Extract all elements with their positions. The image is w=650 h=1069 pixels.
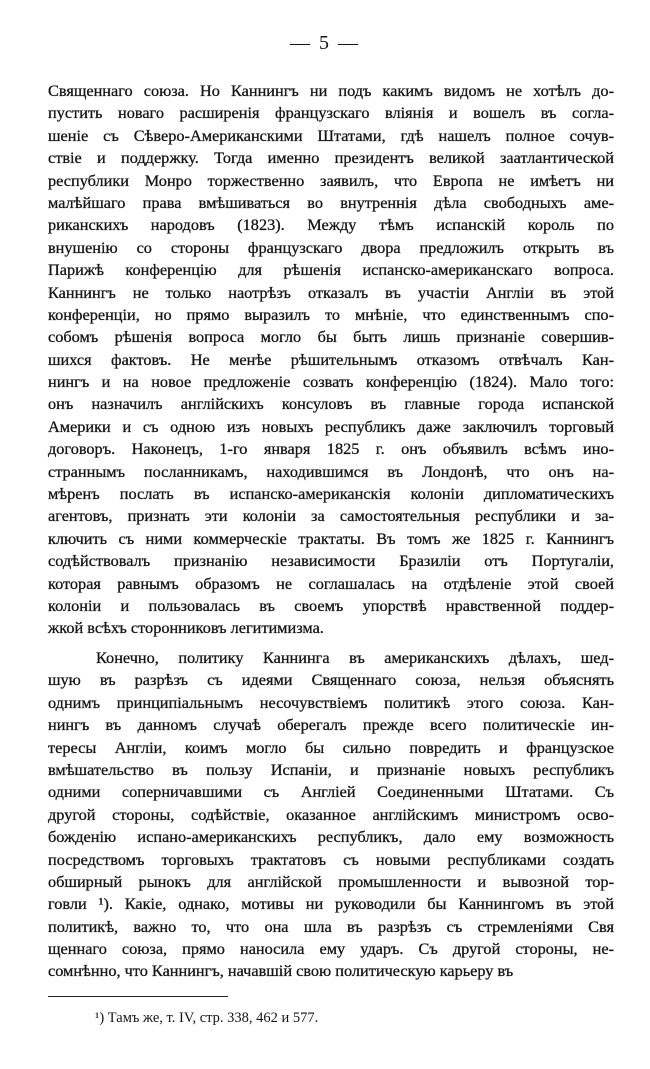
text-line: риканскихъ народовъ (1823). Между тѣмъ испанскій король по [48,215,614,235]
text-line: сомнѣнно, что Каннингъ, начавшій свою политическую карьеру въ [48,961,514,981]
text-line: Америки и съ одною изъ новыхъ республикъ даже заключилъ торговый [48,416,614,436]
text-line: агентовъ, признать эти колоніи за самостоятельныя республики и за- [48,506,614,526]
text-line: нингъ въ данномъ случаѣ оберегалъ прежде всего политическіе ин- [48,715,614,735]
page-number: — 5 — [290,32,360,54]
text-line: Конечно, политику Каннинга въ американскихъ дѣлахъ, шед- [96,648,614,667]
text-line: ствіе и поддержку. Тогда именно президентъ великой заатлантической [48,148,614,168]
text-line: страннымъ посланникамъ, находившимся въ Лондонѣ, что онъ на- [48,461,614,481]
text-line: конференціи, но прямо выразилъ то мнѣніе, что единственнымъ спо- [48,304,614,324]
text-line: обширный рынокъ для англійской промышленности и вывозной тор- [48,871,614,891]
text-line: Каннингъ не только наотрѣзъ отказалъ въ участіи Англіи въ этой [48,282,614,302]
text-line: Священнаго союза. Но Каннингъ ни подъ какимъ видомъ не хотѣлъ до- [48,81,614,100]
text-line: шихся фактовъ. Не менѣе рѣшительнымъ отказомъ отвѣчалъ Кан- [48,349,614,369]
text-line: однимъ принципіальнымъ несочувствіемъ политикѣ этого союза. Кан- [48,692,614,712]
text-line: тересы Англіи, коимъ могло бы сильно повредить и французское [48,737,614,757]
paragraph-1 [48,80,614,640]
text-line: щеннаго союза, прямо наносила ему ударъ. Съ другой стороны, не- [48,939,614,959]
text-line: республики Монро торжественно заявилъ, что Европа не имѣетъ ни [48,170,614,190]
text-line: жкой всѣхъ сторонниковъ легитимизма. [48,618,324,638]
footnote-divider [48,996,228,997]
text-line: договоръ. Наконецъ, 1-го января 1825 г. онъ объявилъ всѣмъ ино- [48,439,614,459]
text-line: одними соперничавшими съ Англіей Соединенными Штатами. Съ [48,782,614,802]
text-line: онъ назначилъ англійскихъ консуловъ въ главные города испанской [48,394,614,414]
text-line: колоніи и пользовалась въ своемъ упорствѣ нравственной поддер- [48,595,614,615]
paragraph-2 [48,647,614,983]
text-line: божденію испано-американскихъ республикъ, дало ему возможность [48,827,614,847]
footnote: ¹) Тамъ же, т. IV, стр. 338, 462 и 577. [95,1010,319,1026]
text-line: ключить съ ними коммерческіе трактаты. Въ томъ же 1825 г. Каннингъ [48,528,614,548]
text-line: которая равнымъ образомъ не соглашалась на отдѣленіе этой своей [48,573,614,593]
text-line: внушенію со стороны французскаго двора предложилъ открыть въ [48,237,614,257]
text-line: собомъ рѣшенія вопроса могло бы быть лишь признаніе совершив- [48,327,614,347]
text-line: пустить новаго расширенія французскаго вліянія и вошелъ въ согла- [48,103,614,123]
text-line: Парижѣ конференцію для рѣшенія испанско-американскаго вопроса. [48,260,614,280]
text-line: шеніе съ Сѣверо-Американскими Штатами, гдѣ нашелъ полное сочув- [48,125,614,145]
text-line: вмѣшательство въ пользу Испаніи, и признаніе новыхъ республикъ [48,759,614,779]
text-line: мѣренъ послать въ испанско-американскія колоніи дипломатическихъ [48,484,614,504]
text-line: говли ¹). Какіе, однако, мотивы ни руководили бы Каннингомъ въ этой [48,894,614,914]
text-line: посредствомъ торговыхъ трактатовъ съ новыми республиками создать [48,849,614,869]
text-line: шую въ разрѣзъ съ идеями Священнаго союза, нельзя объяснять [48,670,614,690]
text-line: политикѣ, важно то, что она шла въ разрѣзъ съ стремленіями Свя [48,916,614,936]
text-line: другой стороны, содѣйствіе, оказанное англійскимъ министромъ осво- [48,804,614,824]
text-line: нингъ и на новое предложеніе созвать конференцію (1824). Мало того: [48,372,614,392]
text-line: малѣйшаго права вмѣшиваться во внутреннія дѣла свободныхъ аме- [48,192,614,212]
text-line: содѣйствовалъ признанію независимости Бразиліи отъ Португаліи, [48,551,614,571]
